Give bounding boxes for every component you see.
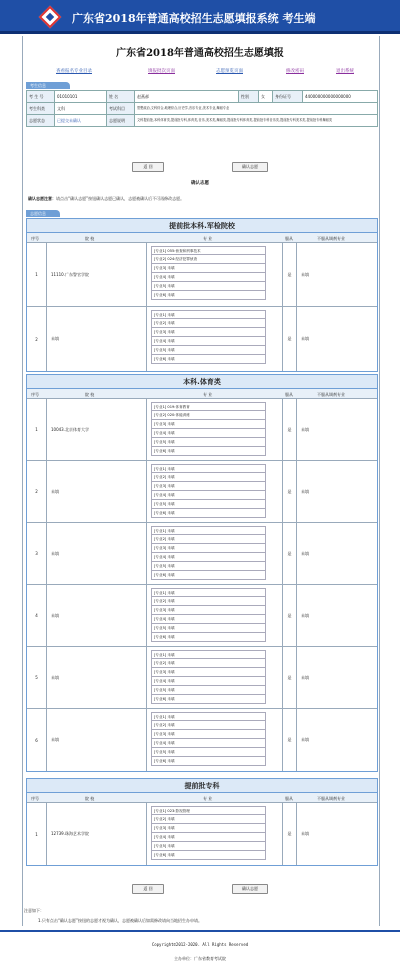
- section-early-undergrad: 提前批本科.军检院校 序号 院 校 专 业 服从 不服从调剂专业 1 11110.广东警官学院 [专业1] 055:侦查和刑事技术 [专业2] 024:经济犯罪侦查 [专业3] 未填 [专业4] 未填 [专业5] 未填 [专业6] 未填 是 未填 2 未填 [专业1] 未填 [专业2] 未填 [专业3] 未填 [专业4] 未填 [专业5] 未填 [专业6] 未填 是 未填: [26, 218, 378, 372]
- nav-links: [30, 68, 370, 76]
- exam-subject-value: 思想政治,文科综合,地理综合,历史学,音乐专业,美术专业,舞蹈专业: [135, 103, 378, 115]
- tips: 注意如下： 1.只有点击“确认志愿”按钮的志愿才视为确认，志愿被确认后如需修改请向当地招生办申请。: [24, 908, 202, 923]
- table-row: 2 未填 [专业1] 未填 [专业2] 未填 [专业3] 未填 [专业4] 未填 [专业5] 未填 [专业6] 未填 是 未填: [27, 461, 377, 523]
- section-early-college: 提前批专科 序号 院 校 专 业 服从 不服从调剂专业 1 12739.珠海艺术学院 [专业1] 023:影视管理 [专业2] 未填 [专业3] 未填 [专业4] 未填 [专业5] 未填 [专业6] 未填 是 未填: [26, 778, 378, 866]
- table-row: 5 未填 [专业1] 未填 [专业2] 未填 [专业3] 未填 [专业4] 未填 [专业5] 未填 [专业6] 未填 是 未填: [27, 647, 377, 709]
- organizer: 主办单位：广东省教育考试院: [174, 956, 226, 961]
- table-row: 1 12739.珠海艺术学院 [专业1] 023:影视管理 [专业2] 未填 [专业3] 未填 [专业4] 未填 [专业5] 未填 [专业6] 未填 是 未填: [27, 803, 377, 865]
- footer-divider: [0, 930, 400, 932]
- tab-student-info: 考生信息: [26, 82, 70, 89]
- confirm-note: 确认志愿注意：请点击“确认志愿”按钮确认志愿已确认，志愿被确认后不可再修改志愿。: [28, 196, 185, 201]
- confirm-button-top[interactable]: 确认志愿: [232, 162, 268, 172]
- nav-link-preview[interactable]: 志愿预览页面: [216, 69, 243, 74]
- batch-value: 文科提前批,本科体育类,提前批专科,体育类,音乐,美术类,舞蹈类,提前批专科体育类,提前批专科音乐类,提前批专科美术类,提前批专科舞蹈类: [135, 115, 378, 127]
- sex-value: 女: [259, 91, 273, 103]
- table-row: 6 未填 [专业1] 未填 [专业2] 未填 [专业3] 未填 [专业4] 未填 [专业5] 未填 [专业6] 未填 是 未填: [27, 709, 377, 771]
- confirm-title: 确认志愿: [191, 181, 209, 186]
- exam-no-value: 01010101: [55, 91, 107, 103]
- back-button-top[interactable]: 返 回: [132, 162, 164, 172]
- nav-link-batch[interactable]: 填报批次页面: [148, 69, 175, 74]
- app-title: 广东省2018年普通高校招生志愿填报系统 考生端: [72, 12, 316, 25]
- logo-icon: [39, 6, 62, 29]
- table-row: 2 未填 [专业1] 未填 [专业2] 未填 [专业3] 未填 [专业4] 未填 [专业5] 未填 [专业6] 未填 是 未填: [27, 307, 377, 371]
- id-value: 440000000000000000: [303, 91, 378, 103]
- confirm-button-bottom[interactable]: 确认志愿: [232, 884, 268, 894]
- back-button-bottom[interactable]: 返 回: [132, 884, 164, 894]
- app-header: [0, 0, 400, 34]
- tab-volunteer-info: 志愿信息: [26, 210, 60, 217]
- nav-link-logout[interactable]: 退出系统: [336, 69, 354, 74]
- table-row: 1 10043.北京体育大学 [专业1] 019:体育教育 [专业2] 020:体能训练 [专业3] 未填 [专业4] 未填 [专业5] 未填 [专业6] 未填 是 未填: [27, 399, 377, 461]
- page-title: 广东省2018年普通高校招生志愿填报: [116, 48, 284, 59]
- section-undergrad-sports: 本科.体育类 序号 院 校 专 业 服从 不服从调剂专业 1 10043.北京体育大学 [专业1] 019:体育教育 [专业2] 020:体能训练 [专业3] 未填 [专业4] 未填 [专业5] 未填 [专业6] 未填 是 未填 2 未填 [专业1] 未填 [专业2] 未填 [专业3] 未填 [专业4] 未填 [专业5] 未填 [专业6] 未填 是 未填 3 未填 [专业1] 未填 [专业2] 未填 [专业3] 未填 [专业4] 未填 [专业5] 未填 [专业6] 未填 是 未填 4 未填 [专业1] 未填 [专业2] 未填 [专业3] 未填 [专业4] 未填 [专业5] 未填 [专业6] 未填 是 未填 5 未填 [专业1] 未填 [专业2] 未填 [专业3] 未填 [专业4] 未填 [专业5] 未填 [专业6] 未填 是 未填 6 未填 [专业1] 未填 [专业2] 未填 [专业3] 未填 [专业4] 未填 [专业5] 未填 [专业6] 未填 是 未填: [26, 374, 378, 772]
- nav-link-major-catalog[interactable]: 查看报名专业目录: [56, 69, 92, 74]
- table-row: 3 未填 [专业1] 未填 [专业2] 未填 [专业3] 未填 [专业4] 未填 [专业5] 未填 [专业6] 未填 是 未填: [27, 523, 377, 585]
- table-row: 1 11110.广东警官学院 [专业1] 055:侦查和刑事技术 [专业2] 024:经济犯罪侦查 [专业3] 未填 [专业4] 未填 [专业5] 未填 [专业6] 未填 是 未填: [27, 243, 377, 307]
- status-value: 已提交未确认: [55, 115, 107, 127]
- table-row: 4 未填 [专业1] 未填 [专业2] 未填 [专业3] 未填 [专业4] 未填 [专业5] 未填 [专业6] 未填 是 未填: [27, 585, 377, 647]
- name-value: 赵燕郝: [135, 91, 239, 103]
- student-info-table: 考 生 号 01010101 姓 名 赵燕郝 性别 女 身份证号 440000000000000000 考生科类 文科 考试科目 思想政治,文科综合,地理综合,历史学,音乐专业,美术专业,舞蹈专业 志愿状态 已提交未确认 志愿说明 文科提前批,本科体育类,提前批专科,体育类,音乐,美术类,舞蹈类,提前批专科体育类,提前批专科音乐类,提前批专科美术类,提前批专科舞蹈类: [26, 90, 378, 127]
- subject-value: 文科: [55, 103, 107, 115]
- copyright: Copyright©2012-2020. All Rights Reserved: [151, 942, 249, 947]
- nav-link-password[interactable]: 修改密码: [286, 69, 304, 74]
